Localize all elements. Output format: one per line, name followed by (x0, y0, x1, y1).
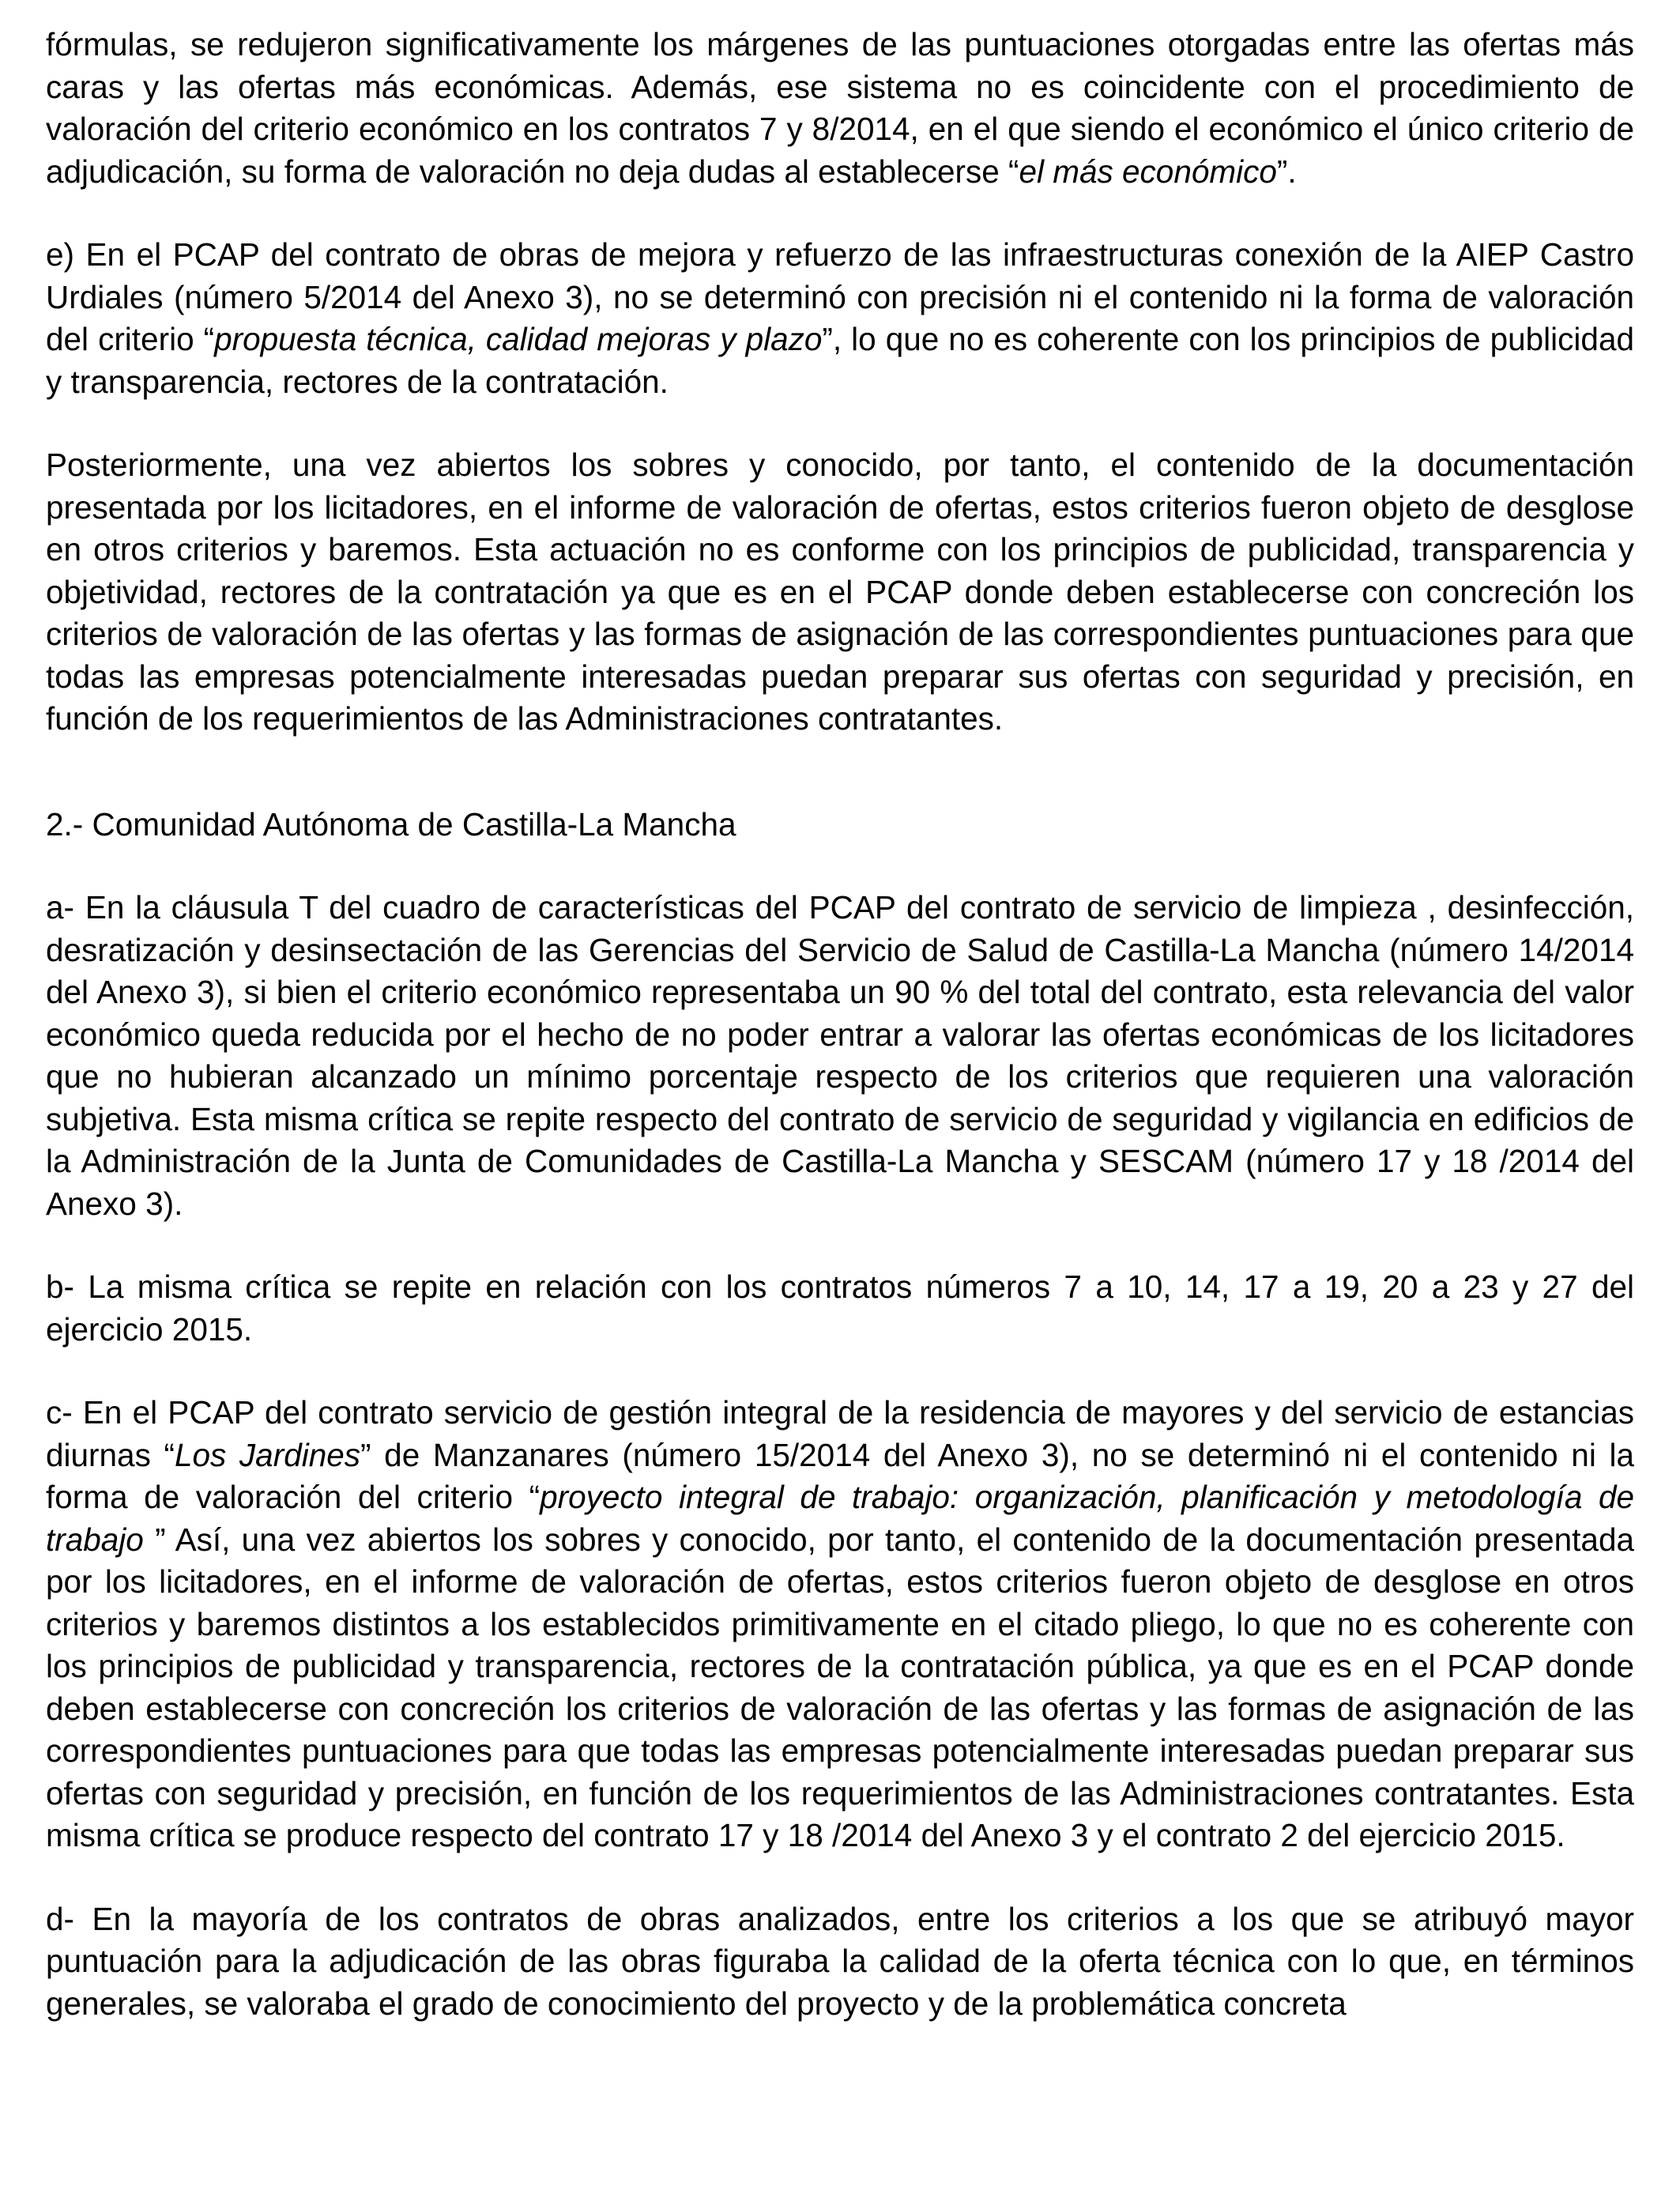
paragraph-s4 (46, 1898, 1634, 2026)
paragraph-p1 (46, 24, 1634, 193)
intro-paragraphs (46, 24, 1634, 741)
text-segment: ”. (1276, 153, 1297, 190)
text-segment: c- En el PCAP del contrato servicio de gestión integral de la residencia de mayores y del servicio de estancias diurnas “ (46, 1394, 1634, 1473)
italic-text: Los Jardines (174, 1436, 361, 1473)
text-segment: ” de Manzanares (número 15/2014 del Anexo 3), no se determinó ni el contenido ni la forma de valoración del criterio “ (46, 1436, 1635, 1515)
text-segment: ”, lo que no es coherente con los principios de publicidad y transparencia, rectores de la contratación. (46, 321, 1634, 400)
text-segment: e) En el PCAP del contrato de obras de mejora y refuerzo de las infraestructuras conexión de la AIEP Castro Urdiales (número 5/2014 del Anexo 3), no se determinó con precisión ni el contenido ni la forma de valoración del criterio “ (46, 236, 1634, 357)
paragraph-s3 (46, 1392, 1634, 1857)
text-segment: ” Así, una vez abiertos los sobres y conocido, por tanto, el contenido de la documentación presentada por los licitadores, en el informe de valoración de ofertas, estos criterios fueron objeto de desglose en otros criterios y baremos distintos a los establecidos primitivamente en el citado pliego, lo que no es coherente con los principios de publicidad y transparencia, rectores de la contratación pública, ya que es en el PCAP donde deben establecerse con concreción los criterios de valoración de las ofertas y las formas de asignación de las correspondientes puntuaciones para que todas las empresas potencialmente interesadas puedan preparar sus ofertas con seguridad y precisión, en función de los requerimientos de las Administraciones contratantes. Esta misma crítica se produce respecto del contrato 17 y 18 /2014 del Anexo 3 y el contrato 2 del ejercicio 2015. (46, 1521, 1634, 1853)
italic-text: el más económico (1019, 153, 1277, 190)
text-segment: a- En la cláusula T del cuadro de características del PCAP del contrato de servicio de limpieza , desinfección, desratización y desinsectación de las Gerencias del Servicio de Salud de Castilla-La Mancha (número 14/2014 del Anexo 3), si bien el criterio económico representaba un 90 % del total del contrato, esta relevancia del valor económico queda reducida por el hecho de no poder entrar a valorar las ofertas económicas de los licitadores que no hubieran alcanzado un mínimo porcentaje respecto de los criterios que requieren una valoración subjetiva. Esta misma crítica se repite respecto del contrato de servicio de seguridad y vigilancia en edificios de la Administración de la Junta de Comunidades de Castilla-La Mancha y SESCAM (número 17 y 18 /2014 del Anexo 3). (46, 889, 1634, 1222)
text-segment: d- En la mayoría de los contratos de obras analizados, entre los criterios a los que se atribuyó mayor puntuación para la adjudicación de las obras figuraba la calidad de la oferta técnica con lo que, en términos generales, se valoraba el grado de conocimiento del proyecto y de la problemática concreta (46, 1900, 1634, 2022)
paragraph-p3 (46, 444, 1634, 741)
text-segment: fórmulas, se redujeron significativamente los márgenes de las puntuaciones otorgadas entre las ofertas más caras y las ofertas más económicas. Además, ese sistema no es coincidente con el procedimiento de valoración del criterio económico en los contratos 7 y 8/2014, en el que siendo el económico el único criterio de adjudicación, su forma de valoración no deja dudas al establecerse “ (46, 26, 1634, 190)
section-heading: 2.- Comunidad Autónoma de Castilla-La Mancha (46, 805, 736, 843)
paragraph-s2 (46, 1266, 1634, 1351)
italic-text: proyecto integral de trabajo: organización, planificación y metodología de trabajo (46, 1479, 1634, 1558)
text-segment: Posteriormente, una vez abiertos los sobres y conocido, por tanto, el contenido de la documentación presentada por los licitadores, en el informe de valoración de ofertas, estos criterios fueron objeto de desglose en otros criterios y baremos. Esta actuación no es conforme con los principios de publicidad, transparencia y objetividad, rectores de la contratación ya que es en el PCAP donde deben establecerse con concreción los criterios de valoración de las ofertas y las formas de asignación de las correspondientes puntuaciones para que todas las empresas potencialmente interesadas puedan preparar sus ofertas con seguridad y precisión, en función de los requerimientos de las Administraciones contratantes. (46, 447, 1634, 737)
paragraph-p2 (46, 234, 1634, 403)
paragraph-s1 (46, 887, 1634, 1225)
section-paragraphs (46, 887, 1634, 2025)
document-page (46, 24, 1634, 2066)
italic-text: propuesta técnica, calidad mejoras y plazo (214, 321, 823, 357)
text-segment: b- La misma crítica se repite en relación con los contratos números 7 a 10, 14, 17 a 19, 20 a 23 y 27 del ejercicio 2015. (46, 1269, 1634, 1348)
